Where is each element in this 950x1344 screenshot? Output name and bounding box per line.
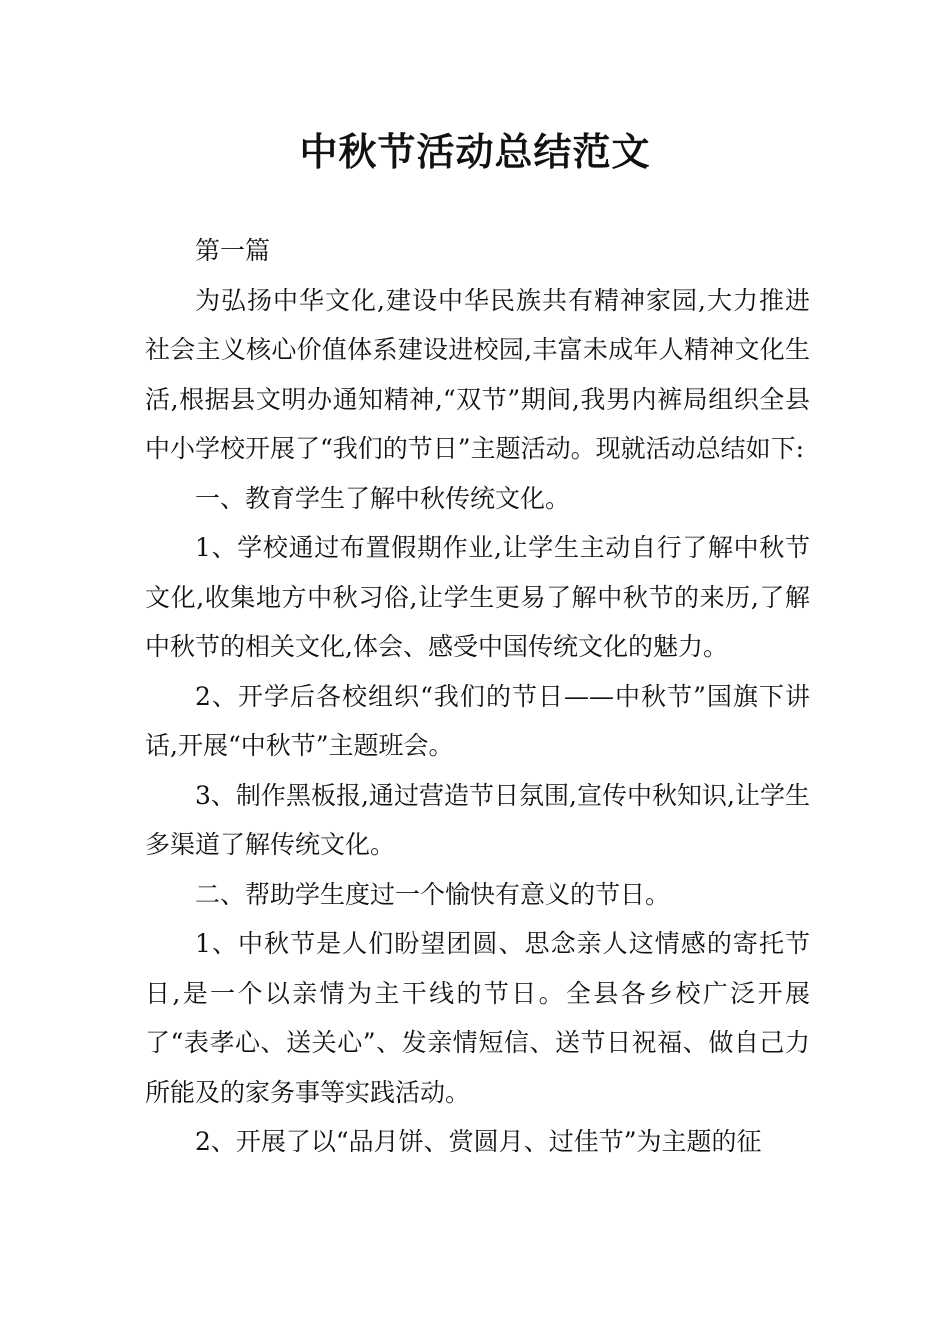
section-heading: 第一篇 <box>195 236 271 265</box>
body-paragraph: 为弘扬中华文化,建设中华民族共有精神家园,大力推进社会主义核心价值体系建设进校园,丰富未成年人精神文化生活,根据县文明办通知精神,“双节”期间,我男内裤局组织全县中小学校开展了“我们的节日”主题活动。现就活动总结如下: <box>145 285 810 463</box>
document-body <box>145 226 810 1167</box>
body-paragraph: 3、制作黑板报,通过营造节日氛围,宣传中秋知识,让学生多渠道了解传统文化。 <box>145 780 810 859</box>
body-paragraph: 2、开学后各校组织“我们的节日——中秋节”国旗下讲话,开展“中秋节”主题班会。 <box>145 681 810 760</box>
section-heading: 一、教育学生了解中秋传统文化。 <box>195 483 571 513</box>
body-paragraph: 1、中秋节是人们盼望团圆、思念亲人这情感的寄托节日,是一个以亲情为主干线的节日。全县各乡校广泛开展了“表孝心、送关心”、发亲情短信、送节日祝福、做自己力所能及的家务事等实践活动。 <box>145 929 810 1107</box>
body-paragraph: 1、学校通过布置假期作业,让学生主动自行了解中秋节文化,收集地方中秋习俗,让学生更易了解中秋节的来历,了解中秋节的相关文化,体会、感受中国传统文化的魅力。 <box>145 533 810 661</box>
body-paragraph: 2、开展了以“品月饼、赏圆月、过佳节”为主题的征 <box>195 1127 762 1156</box>
document-title: 中秋节活动总结范文 <box>299 129 651 174</box>
section-heading: 二、帮助学生度过一个愉快有意义的节日。 <box>195 879 671 909</box>
